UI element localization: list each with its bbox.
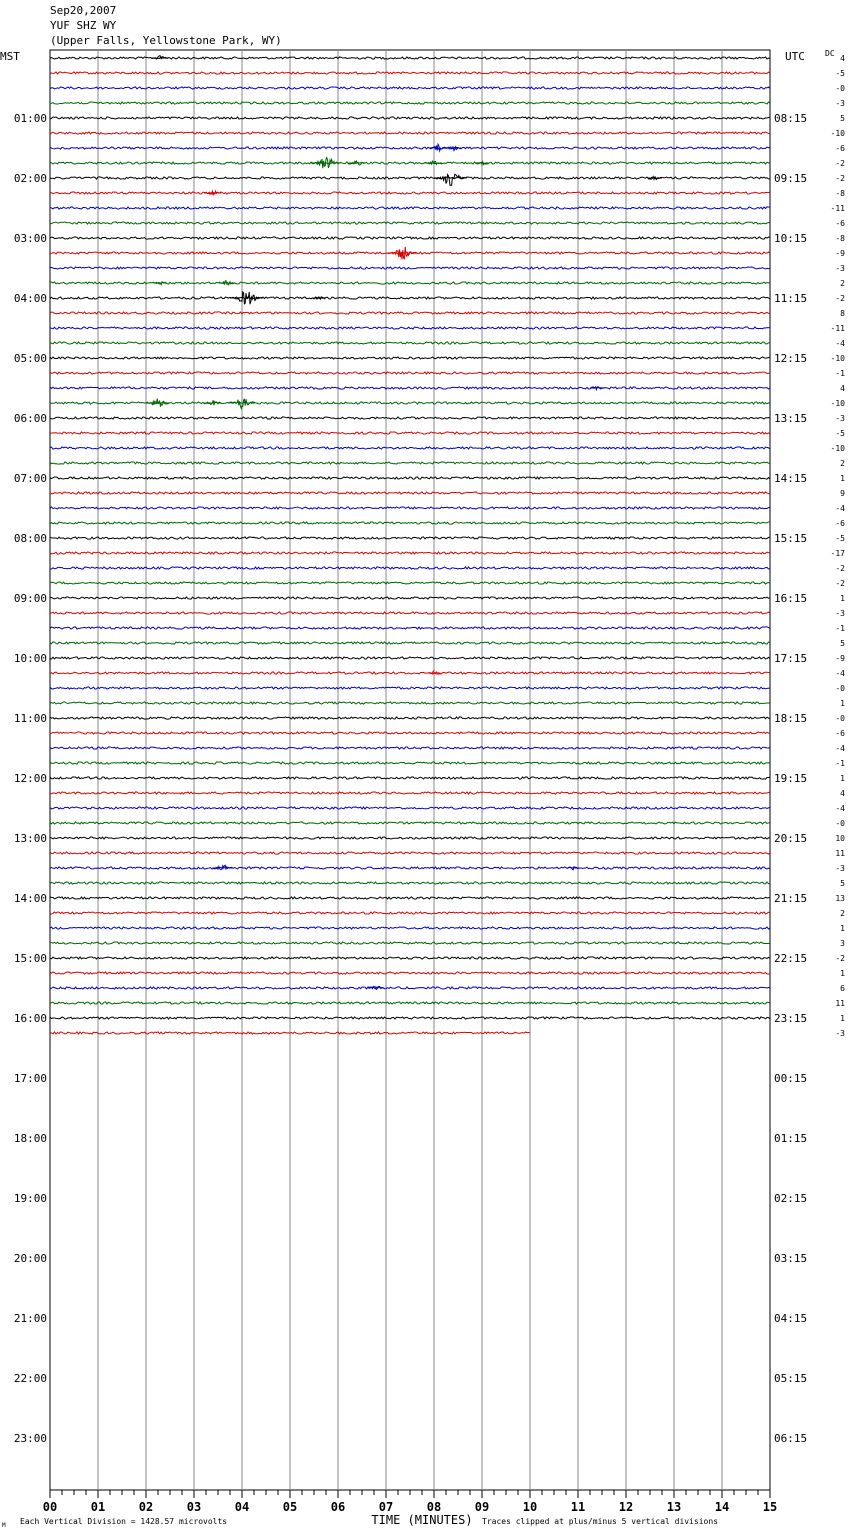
trace-63 (50, 1002, 770, 1004)
dc-offset-label: -3 (835, 1029, 845, 1038)
dc-offset-label: -6 (835, 519, 845, 528)
trace-2 (50, 87, 770, 89)
trace-20 (50, 357, 770, 359)
trace-14 (50, 267, 770, 269)
dc-offset-label: -5 (835, 69, 845, 78)
dc-offset-label: -8 (835, 234, 845, 243)
x-tick-label: 12 (618, 1500, 634, 1514)
left-axis-title: MST (0, 50, 20, 63)
trace-5 (50, 132, 770, 134)
trace-53 (50, 852, 770, 854)
labels (0, 49, 845, 1529)
dc-offset-label: -8 (835, 189, 845, 198)
trace-38 (50, 627, 770, 629)
right-hour-label: 18:15 (774, 712, 808, 725)
left-hour-label: 22:00 (13, 1372, 47, 1385)
dc-offset-label: 3 (840, 939, 845, 948)
event-7 (434, 174, 467, 185)
dc-offset-label: -0 (835, 84, 845, 93)
trace-31 (50, 522, 770, 524)
x-tick-label: 05 (282, 1500, 298, 1514)
dc-offset-label: -6 (835, 144, 845, 153)
dc-offset-label: -3 (835, 414, 845, 423)
trace-21 (50, 372, 770, 374)
plot-frame (50, 50, 770, 1490)
dc-offset-label: 4 (840, 384, 845, 393)
left-hour-label: 04:00 (13, 292, 47, 305)
trace-4 (50, 117, 770, 119)
dc-offset-label: 5 (840, 879, 845, 888)
x-tick-label: 15 (762, 1500, 778, 1514)
dc-offset-label: 10 (835, 834, 845, 843)
dc-offset-label: -0 (835, 684, 845, 693)
trace-60 (50, 957, 770, 959)
dc-offset-label: -1 (835, 759, 845, 768)
dc-offset-label: -2 (835, 174, 845, 183)
dc-offset-label: -0 (835, 714, 845, 723)
event-4 (348, 161, 365, 165)
x-tick-label: 10 (522, 1500, 538, 1514)
x-tick-label: 06 (330, 1500, 346, 1514)
trace-44 (50, 717, 770, 719)
trace-22 (50, 387, 770, 389)
dc-offset-label: -4 (835, 744, 845, 753)
left-hour-label: 21:00 (13, 1312, 47, 1325)
event-17 (204, 400, 221, 405)
dc-offset-label: -3 (835, 609, 845, 618)
trace-24 (50, 417, 770, 419)
right-hour-label: 22:15 (774, 952, 808, 965)
right-hour-label: 13:15 (774, 412, 808, 425)
x-tick-label: 00 (42, 1500, 58, 1514)
right-hour-label: 19:15 (774, 772, 808, 785)
left-hour-label: 17:00 (13, 1072, 47, 1085)
right-hour-label: 00:15 (774, 1072, 808, 1085)
corner-mark: M (2, 1522, 6, 1529)
dc-offset-label: -2 (835, 579, 845, 588)
dc-offset-label: -4 (835, 339, 845, 348)
dc-offset-label: 4 (840, 789, 845, 798)
left-hour-label: 09:00 (13, 592, 47, 605)
trace-12 (50, 237, 770, 239)
left-hour-label: 01:00 (13, 112, 47, 125)
right-axis-title: UTC (785, 50, 805, 63)
dc-offset-label: -5 (835, 534, 845, 543)
trace-7 (50, 162, 770, 164)
right-hour-label: 06:15 (774, 1432, 808, 1445)
right-hour-label: 14:15 (774, 472, 808, 485)
dc-offset-label: -9 (835, 654, 845, 663)
event-10 (388, 247, 418, 260)
dc-offset-label: -2 (835, 954, 845, 963)
trace-62 (50, 987, 770, 989)
trace-19 (50, 342, 770, 344)
dc-offset-label: -2 (835, 294, 845, 303)
trace-57 (50, 912, 770, 914)
trace-28 (50, 477, 770, 479)
dc-offset-label: 13 (835, 894, 845, 903)
trace-45 (50, 732, 770, 734)
dc-offset-label: 2 (840, 909, 845, 918)
right-hour-label: 03:15 (774, 1252, 808, 1265)
right-hour-label: 17:15 (774, 652, 808, 665)
dc-offset-label: -10 (830, 444, 845, 453)
dc-offset-label: -0 (835, 819, 845, 828)
left-hour-label: 08:00 (13, 532, 47, 545)
dc-offset-label: -11 (830, 204, 845, 213)
trace-33 (50, 552, 770, 554)
dc-offset-label: -2 (835, 159, 845, 168)
dc-offset-label: -11 (830, 324, 845, 333)
trace-3 (50, 102, 770, 104)
trace-35 (50, 582, 770, 584)
trace-1 (50, 72, 770, 74)
trace-37 (50, 612, 770, 614)
event-16 (146, 399, 169, 407)
x-tick-label: 13 (666, 1500, 682, 1514)
station-label: YUF SHZ WY (50, 19, 117, 32)
trace-34 (50, 567, 770, 569)
left-hour-label: 03:00 (13, 232, 47, 245)
trace-25 (50, 432, 770, 434)
clip-note: Traces clipped at plus/minus 5 vertical divisions (482, 1517, 719, 1526)
left-hour-label: 07:00 (13, 472, 47, 485)
dc-offset-label: 5 (840, 639, 845, 648)
trace-32 (50, 537, 770, 539)
x-tick-label: 07 (378, 1500, 394, 1514)
dc-offset-label: -3 (835, 864, 845, 873)
dc-offset-label: -5 (835, 429, 845, 438)
trace-26 (50, 447, 770, 449)
event-6 (475, 162, 489, 165)
dc-offset-label: 4 (840, 54, 845, 63)
right-hour-label: 11:15 (774, 292, 808, 305)
trace-47 (50, 762, 770, 764)
trace-9 (50, 192, 770, 194)
left-hour-label: 23:00 (13, 1432, 47, 1445)
trace-58 (50, 927, 770, 929)
left-hour-label: 16:00 (13, 1012, 47, 1025)
trace-11 (50, 222, 770, 224)
trace-64 (50, 1017, 770, 1019)
trace-52 (50, 837, 770, 839)
left-hour-label: 19:00 (13, 1192, 47, 1205)
dc-offset-label: 1 (840, 699, 845, 708)
dc-offset-label: 1 (840, 924, 845, 933)
trace-42 (50, 687, 770, 689)
dc-offset-label: 1 (840, 474, 845, 483)
right-hour-label: 02:15 (774, 1192, 808, 1205)
dc-offset-label: -2 (835, 564, 845, 573)
right-hour-label: 05:15 (774, 1372, 808, 1385)
left-hour-label: 18:00 (13, 1132, 47, 1145)
right-hour-label: 20:15 (774, 832, 808, 845)
left-hour-label: 10:00 (13, 652, 47, 665)
left-hour-label: 14:00 (13, 892, 47, 905)
left-hour-label: 15:00 (13, 952, 47, 965)
right-hour-label: 10:15 (774, 232, 808, 245)
dc-offset-label: -4 (835, 504, 845, 513)
x-axis-title: TIME (MINUTES) (371, 1513, 473, 1527)
dc-offset-label: -6 (835, 219, 845, 228)
location-label: (Upper Falls, Yellowstone Park, WY) (50, 34, 282, 47)
event-3 (311, 158, 341, 169)
x-tick-label: 02 (138, 1500, 154, 1514)
dc-offset-label: -6 (835, 729, 845, 738)
trace-27 (50, 462, 770, 464)
trace-16 (50, 297, 770, 299)
right-hour-label: 09:15 (774, 172, 808, 185)
right-hour-label: 01:15 (774, 1132, 808, 1145)
dc-offset-label: -4 (835, 804, 845, 813)
dc-offset-label: 5 (840, 114, 845, 123)
left-hour-label: 12:00 (13, 772, 47, 785)
x-tick-label: 04 (234, 1500, 250, 1514)
dc-offset-label: 8 (840, 309, 845, 318)
event-1 (428, 144, 448, 151)
trace-49 (50, 792, 770, 794)
x-tick-label: 14 (714, 1500, 730, 1514)
dc-offset-label: 1 (840, 969, 845, 978)
dc-offset-label: -4 (835, 669, 845, 678)
x-tick-label: 03 (186, 1500, 202, 1514)
dc-offset-label: 11 (835, 999, 845, 1008)
left-hour-label: 06:00 (13, 412, 47, 425)
trace-46 (50, 747, 770, 749)
dc-offset-label: -1 (835, 369, 845, 378)
right-hour-label: 21:15 (774, 892, 808, 905)
dc-offset-label: 2 (840, 459, 845, 468)
trace-59 (50, 942, 770, 944)
trace-43 (50, 702, 770, 704)
right-hour-label: 16:15 (774, 592, 808, 605)
trace-55 (50, 882, 770, 884)
trace-40 (50, 657, 770, 659)
trace-30 (50, 507, 770, 509)
dc-offset-label: -9 (835, 249, 845, 258)
trace-41 (50, 672, 770, 674)
trace-48 (50, 777, 770, 779)
trace-51 (50, 822, 770, 824)
trace-36 (50, 597, 770, 599)
right-hour-label: 12:15 (774, 352, 808, 365)
minute-gridlines (98, 50, 722, 1490)
dc-offset-label: 1 (840, 594, 845, 603)
x-tick-label: 11 (570, 1500, 586, 1514)
dc-offset-label: -10 (830, 129, 845, 138)
right-hour-label: 15:15 (774, 532, 808, 545)
dc-offset-label: -17 (830, 549, 845, 558)
trace-6 (50, 147, 770, 149)
trace-61 (50, 972, 770, 974)
dc-offset-label: -3 (835, 264, 845, 273)
dc-offset-label: -3 (835, 99, 845, 108)
dc-offset-label: 6 (840, 984, 845, 993)
trace-29 (50, 492, 770, 494)
dc-label: DC (825, 49, 835, 58)
dc-offset-label: 1 (840, 1014, 845, 1023)
x-tick-label: 01 (90, 1500, 106, 1514)
axes (43, 1490, 777, 1514)
right-hour-label: 23:15 (774, 1012, 808, 1025)
event-9 (204, 191, 221, 195)
dc-offset-label: 11 (835, 849, 845, 858)
date-label: Sep20,2007 (50, 4, 117, 17)
scale-note: Each Vertical Division = 1428.57 microvolts (20, 1517, 228, 1526)
right-hour-label: 04:15 (774, 1312, 808, 1325)
dc-offset-label: 1 (840, 774, 845, 783)
left-hour-label: 20:00 (13, 1252, 47, 1265)
trace-54 (50, 867, 770, 869)
dc-offset-label: 9 (840, 489, 845, 498)
left-hour-label: 11:00 (13, 712, 47, 725)
left-hour-label: 05:00 (13, 352, 47, 365)
trace-50 (50, 807, 770, 809)
trace-39 (50, 642, 770, 644)
dc-offset-label: -10 (830, 399, 845, 408)
dc-offset-label: -1 (835, 624, 845, 633)
dc-offset-label: -10 (830, 354, 845, 363)
x-tick-label: 08 (426, 1500, 442, 1514)
left-hour-label: 13:00 (13, 832, 47, 845)
dc-offset-label: 2 (840, 279, 845, 288)
trace-17 (50, 312, 770, 314)
trace-18 (50, 327, 770, 329)
trace-10 (50, 207, 770, 209)
seismic-traces (50, 57, 770, 1034)
trace-56 (50, 897, 770, 899)
event-13 (230, 292, 263, 304)
left-hour-label: 02:00 (13, 172, 47, 185)
right-hour-label: 08:15 (774, 112, 808, 125)
x-tick-label: 09 (474, 1500, 490, 1514)
